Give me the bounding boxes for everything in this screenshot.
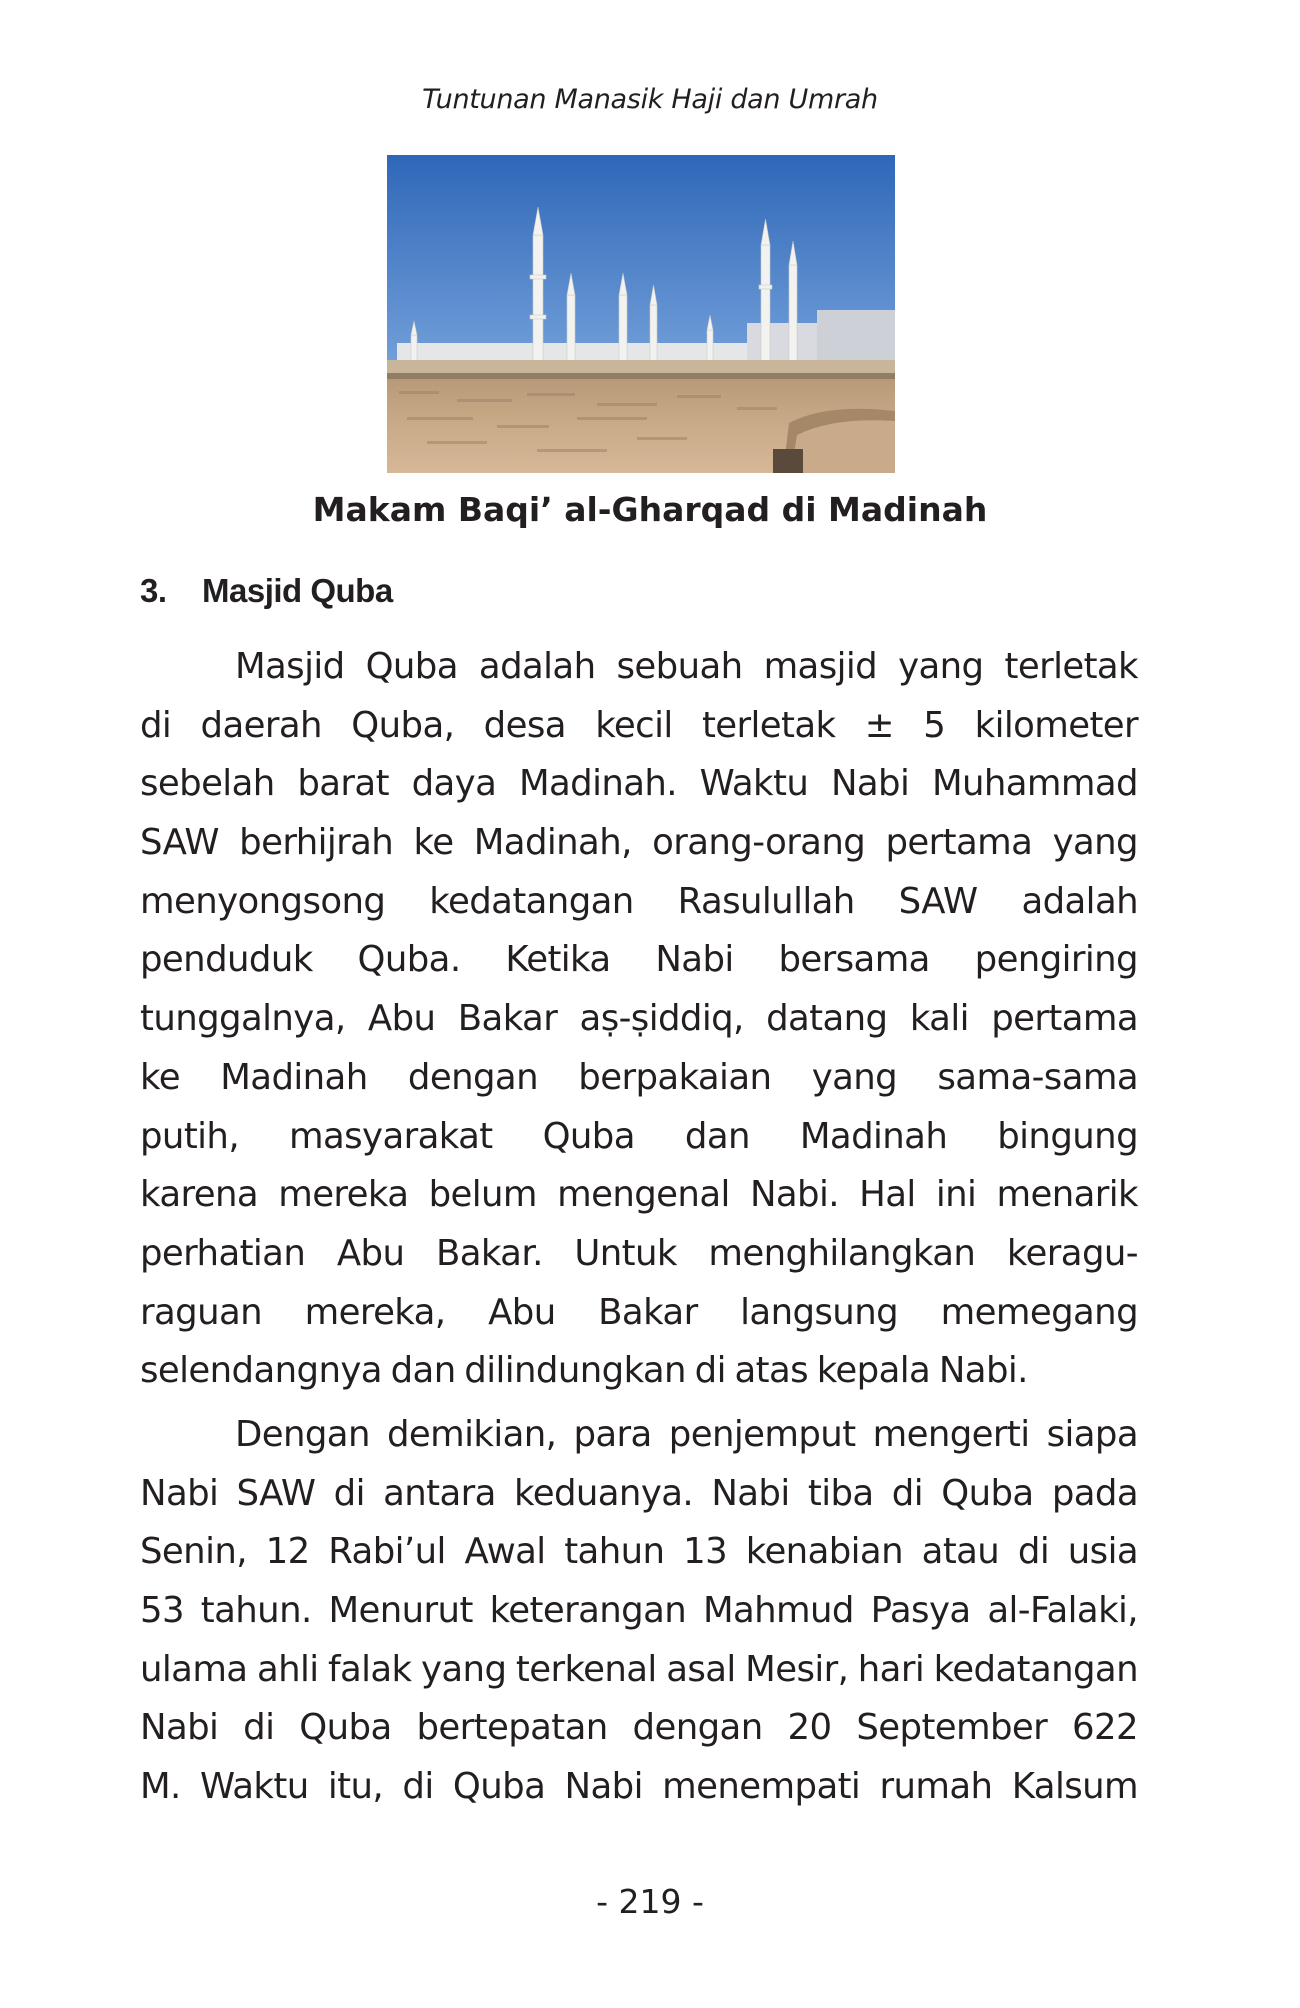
text-line: Nabi di Quba bertepatan dengan 20 September 622 [140, 1707, 1138, 1749]
text-line: M. Waktu itu, di Quba Nabi menempati rumah Kalsum [140, 1766, 1138, 1808]
paragraph-2 [140, 1406, 1138, 1817]
text-line: Dengan demikian, para penjemput mengerti siapa [235, 1414, 1138, 1455]
running-head: Tuntunan Manasik Haji dan Umrah [422, 84, 878, 115]
text-line: menyongsong kedatangan Rasulullah SAW adalah [140, 880, 1138, 922]
text-line: 53 tahun. Menurut keterangan Mahmud Pasya al-Falaki, [140, 1590, 1138, 1632]
page-number: - 219 - [596, 1882, 704, 1921]
figure-caption: Makam Baqi’ al-Gharqad di Madinah [312, 490, 988, 529]
text-line: Masjid Quba adalah sebuah masjid yang terletak [235, 646, 1138, 687]
text-line: sebelah barat daya Madinah. Waktu Nabi Muhammad [140, 763, 1138, 805]
text-line: karena mereka belum mengenal Nabi. Hal ini menarik [140, 1174, 1138, 1216]
text-line: Senin, 12 Rabi’ul Awal tahun 13 kenabian atau di usia [140, 1531, 1138, 1573]
text-line: raguan mereka, Abu Bakar langsung memegang [140, 1291, 1138, 1333]
text-line: putih, masyarakat Quba dan Madinah bingung [140, 1115, 1138, 1157]
section-number: 3. [140, 572, 167, 609]
text-line: tunggalnya, Abu Bakar aṣ-ṣiddiq, datang kali pertama [140, 998, 1138, 1040]
paragraph-1 [140, 638, 1138, 1401]
text-line: SAW berhijrah ke Madinah, orang-orang pertama yang [140, 822, 1138, 864]
section-title: Masjid Quba [202, 572, 393, 609]
text-line: penduduk Quba. Ketika Nabi bersama pengiring [140, 939, 1138, 981]
text-line: perhatian Abu Bakar. Untuk menghilangkan keragu- [140, 1232, 1138, 1274]
text-line: Nabi SAW di antara keduanya. Nabi tiba di Quba pada [140, 1472, 1138, 1514]
text-line: selendangnya dan dilindungkan di atas kepala Nabi. [140, 1350, 1028, 1392]
photo-illustration [387, 155, 895, 473]
section-heading [140, 572, 393, 610]
figure-photo-baqi-cemetery [387, 155, 895, 473]
text-line: ke Madinah dengan berpakaian yang sama-sama [140, 1056, 1138, 1098]
text-line: ulama ahli falak yang terkenal asal Mesir, hari kedatangan [140, 1648, 1138, 1690]
text-line: di daerah Quba, desa kecil terletak ± 5 kilometer [140, 704, 1138, 746]
